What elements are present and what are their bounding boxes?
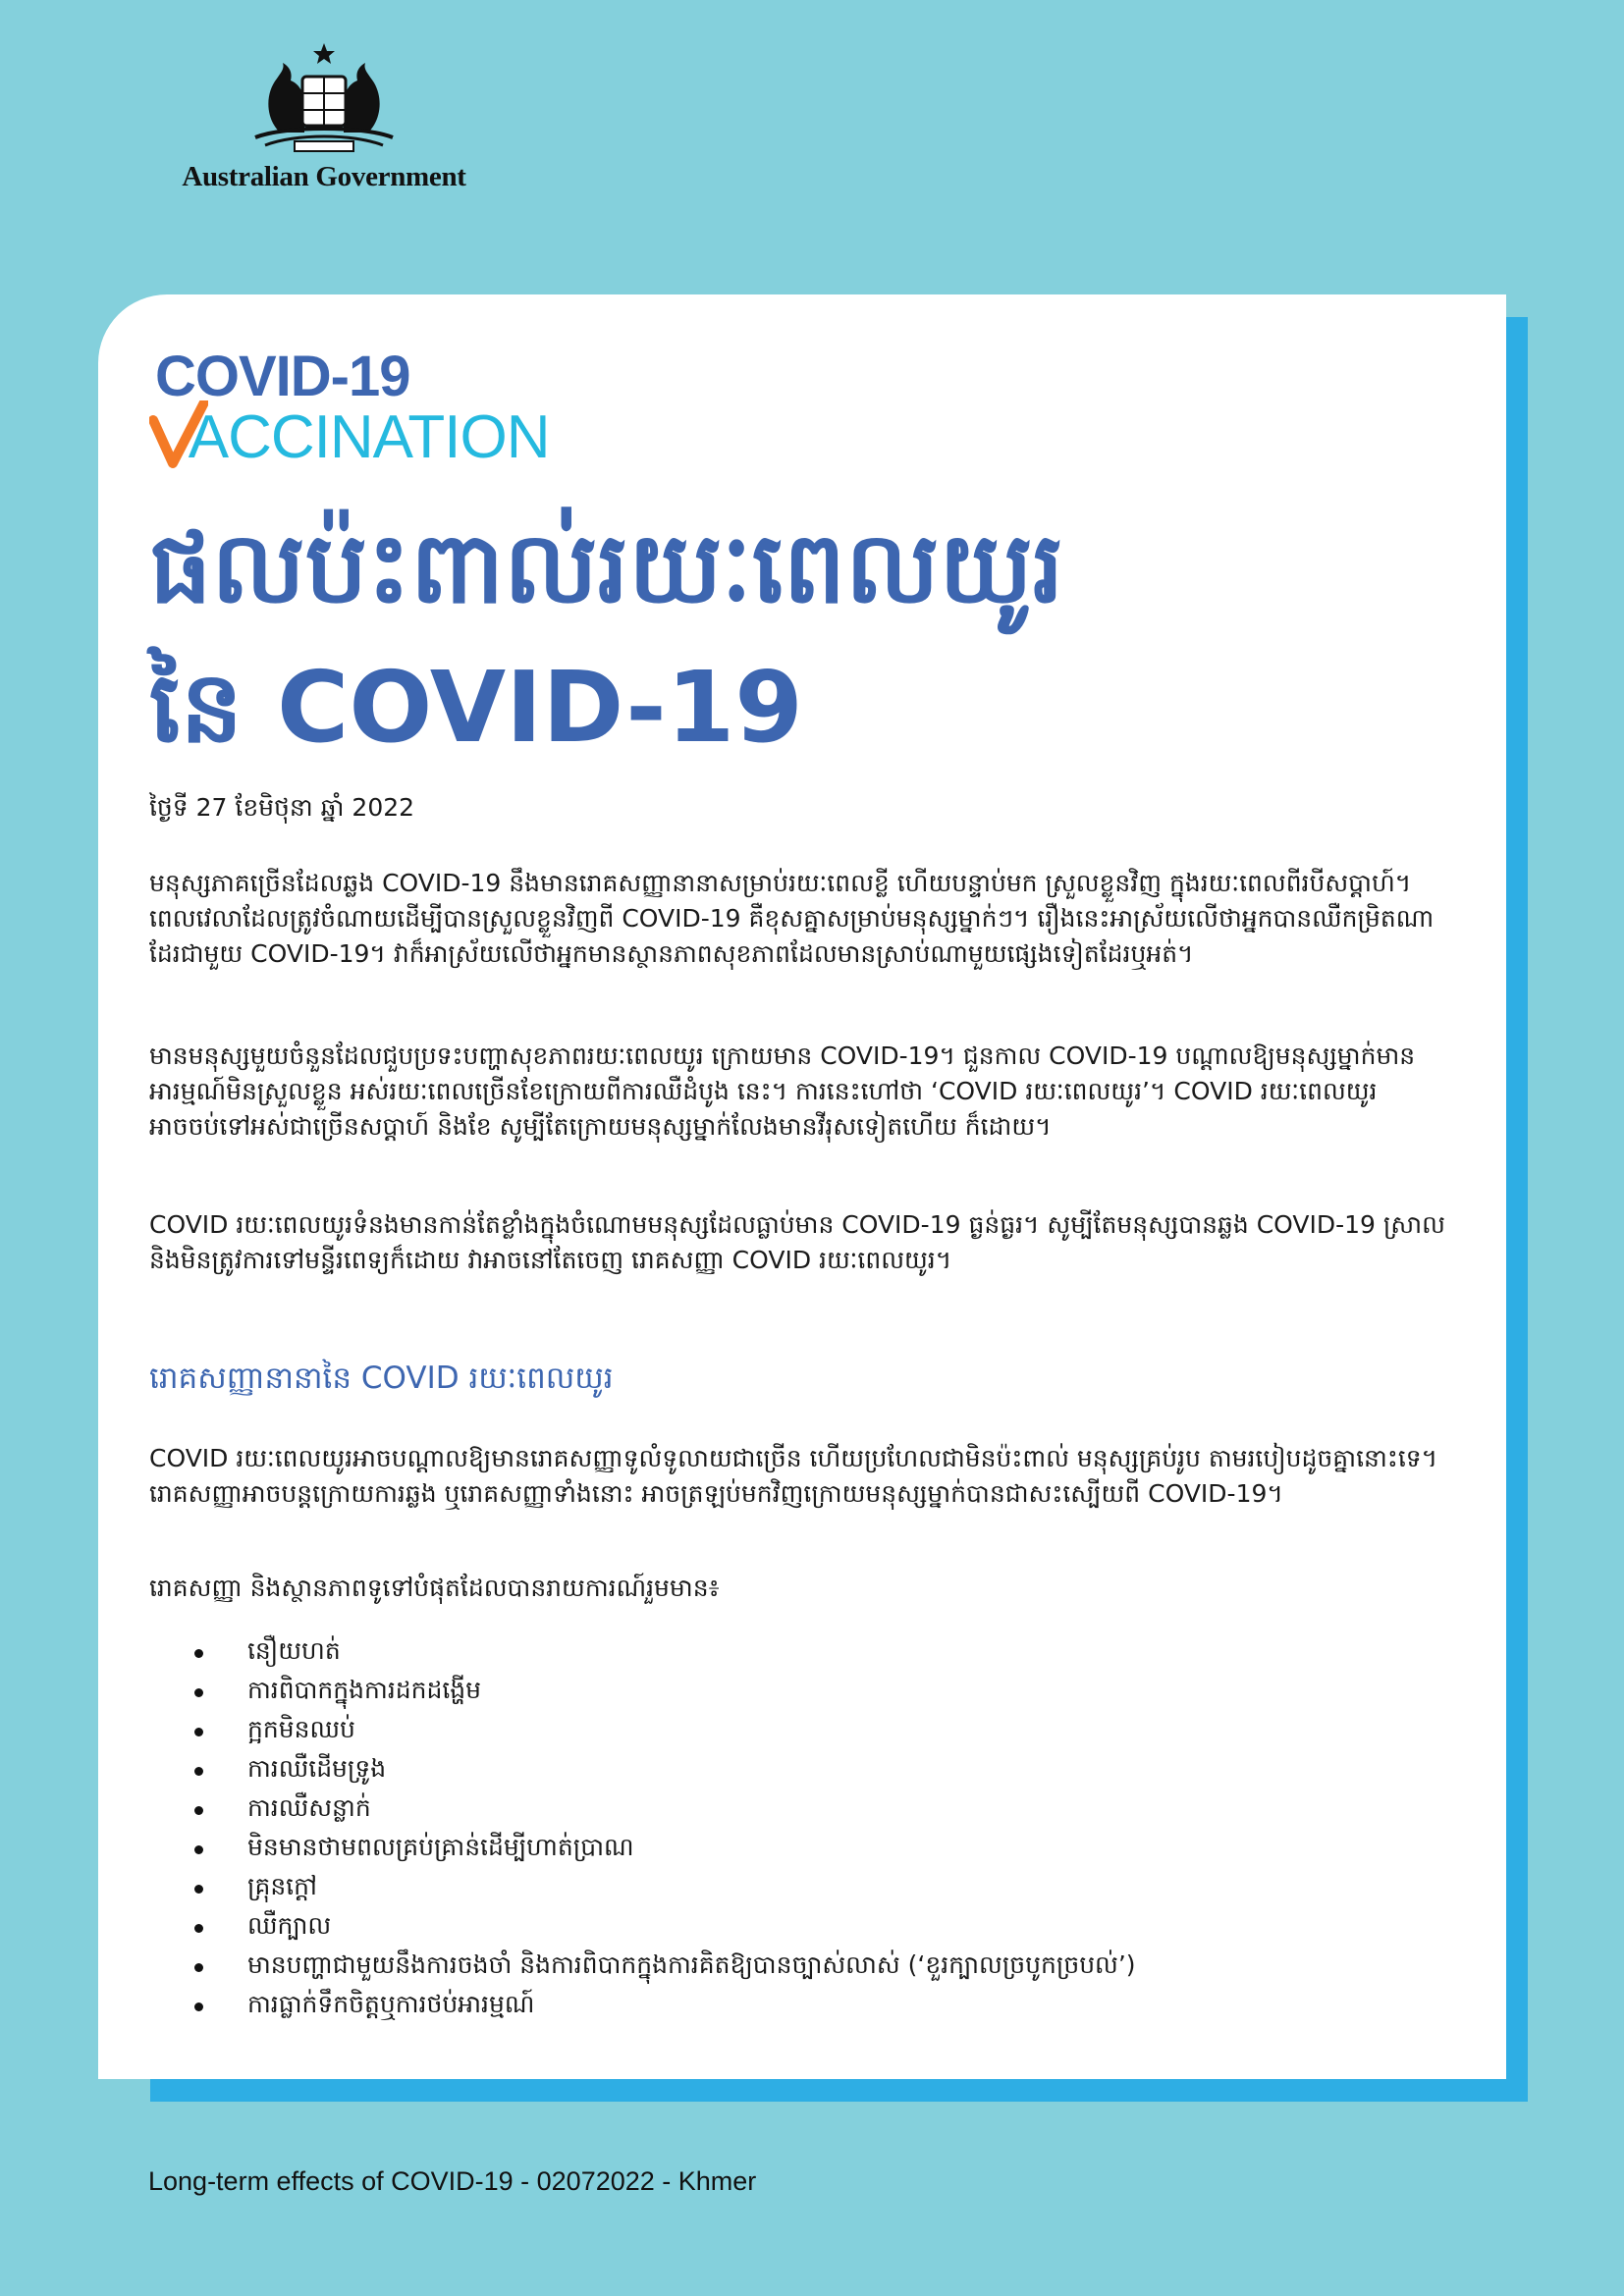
bullet-icon bbox=[194, 1767, 203, 1776]
list-item: ឈឺក្បាល bbox=[149, 1906, 1445, 1946]
list-item: ការធ្លាក់ទឹកចិត្តឬការថប់អារម្មណ៍ bbox=[149, 1985, 1445, 2024]
government-name: Australian Government bbox=[182, 161, 466, 192]
bullet-icon bbox=[194, 1728, 203, 1736]
logo-line-covid: COVID-19 bbox=[155, 345, 410, 408]
list-item: ក្អកមិនឈប់ bbox=[149, 1710, 1445, 1749]
page-title bbox=[149, 499, 1465, 777]
bullet-icon bbox=[194, 1845, 203, 1854]
bullet-icon bbox=[194, 2002, 203, 2011]
government-crest bbox=[147, 39, 501, 193]
symptoms-list bbox=[149, 1631, 1445, 2024]
list-item: ការឈឺដើមទ្រូង bbox=[149, 1749, 1445, 1789]
bullet-icon bbox=[194, 1688, 203, 1697]
title-line-2: នៃ COVID-19 bbox=[149, 650, 803, 765]
publication-date: ថ្ងៃទី 27 ខែមិថុនា ឆ្នាំ 2022 bbox=[149, 793, 415, 822]
footer-text: Long-term effects of COVID-19 - 02072022 - Khmer bbox=[148, 2166, 757, 2196]
title-line-1: ផលប៉ះពាល់រយៈពេលយូរ bbox=[149, 510, 1064, 625]
list-item: ការឈឺសន្លាក់ bbox=[149, 1789, 1445, 1828]
list-item: ការពិបាកក្នុងការដកដង្ហើម bbox=[149, 1671, 1445, 1710]
list-item: មានបញ្ហាជាមួយនឹងការចងចាំ និងការពិបាកក្នុងការគិតឱ្យបានច្បាស់លាស់ (‘ខួរក្បាលច្របូកច្របល់’) bbox=[149, 1946, 1445, 1985]
bullet-icon bbox=[194, 1806, 203, 1815]
coat-of-arms-icon bbox=[236, 39, 412, 157]
document-card bbox=[98, 294, 1506, 2079]
bullet-icon bbox=[194, 1963, 203, 1972]
long-covid-paragraph: មានមនុស្សមួយចំនួនដែលជួបប្រទះបញ្ហាសុខភាពរយៈពេលយូរ ក្រោយមាន COVID-19។ ជួនកាល COVID-19 បណ្តាលឱ្យមនុស្សម្នាក់មានអារម្មណ៍មិនស្រួលខ្លួន អស់រយៈពេលច្រើនខែក្រោយពីការឈឺដំបូង នេះ។ ការនេះហៅថា ‘COVID រយៈពេលយូរ’។ COVID រយៈពេលយូរ អាចចប់ទៅអស់ជាច្រើនសប្តាហ៍ និងខែ សូម្បីតែក្រោយមនុស្សម្នាក់លែងមានវីរុសទៀតហើយ ក៏ដោយ។ bbox=[149, 1041, 1416, 1141]
logo-line-vaccination: ACCINATION bbox=[188, 403, 550, 471]
list-intro: រោគសញ្ញា និងស្ថានភាពទូទៅបំផុតដែលបានរាយការណ៍រួមមាន៖ bbox=[149, 1574, 720, 1602]
bullet-icon bbox=[194, 1885, 203, 1894]
section-heading: រោគសញ្ញានានានៃ COVID រយៈពេលយូរ bbox=[149, 1361, 614, 1396]
list-item: មិនមានថាមពលគ្រប់គ្រាន់ដើម្បីហាត់ប្រាណ bbox=[149, 1828, 1445, 1867]
bullet-icon bbox=[194, 1924, 203, 1933]
covid-vaccination-logo bbox=[149, 344, 601, 471]
list-item: គ្រុនក្តៅ bbox=[149, 1867, 1445, 1906]
bullet-icon bbox=[194, 1649, 203, 1658]
list-item: នឿយហត់ bbox=[149, 1631, 1445, 1671]
symptoms-paragraph: COVID រយៈពេលយូរអាចបណ្តាលឱ្យមានរោគសញ្ញាទូលំទូលាយជាច្រើន ហើយប្រហែលជាមិនប៉ះពាល់ មនុស្សគ្រប់រូប តាមរបៀបដូចគ្នានោះទេ។ រោគសញ្ញាអាចបន្តក្រោយការឆ្លង ឬរោគសញ្ញាទាំងនោះ អាចត្រឡប់មកវិញក្រោយមនុស្សម្នាក់បានជាសះស្បើយពី COVID-19។ bbox=[149, 1444, 1438, 1508]
severity-paragraph: COVID រយៈពេលយូរទំនងមានកាន់តែខ្លាំងក្នុងចំណោមមនុស្សដែលធ្លាប់មាន COVID-19 ធ្ងន់ធ្ងរ។ សូម្បីតែមនុស្សបានឆ្លង COVID-19 ស្រាល និងមិនត្រូវការទៅមន្ទីរពេទ្យក៏ដោយ វាអាចនៅតែចេញ រោគសញ្ញា COVID រយៈពេលយូរ។ bbox=[149, 1210, 1445, 1274]
intro-paragraph: មនុស្សភាគច្រើនដែលឆ្លង COVID-19 នឹងមានរោគសញ្ញានានាសម្រាប់រយៈពេលខ្លី ហើយបន្ទាប់មក ស្រួលខ្លួនវិញ ក្នុងរយៈពេលពីរបីសប្តាហ៍។ ពេលវេលាដែលត្រូវចំណាយដើម្បីបានស្រួលខ្លួនវិញពី COVID-19 គឺខុសគ្នាសម្រាប់មនុស្សម្នាក់ៗ។ រឿងនេះអាស្រ័យលើថាអ្នកបានឈឺកម្រិតណាដែរជាមួយ COVID-19។ វាក៏អាស្រ័យលើថាអ្នកមានស្ថានភាពសុខភាពដែលមានស្រាប់ណាមួយផ្សេងទៀតដែរឬអត់។ bbox=[149, 869, 1435, 968]
